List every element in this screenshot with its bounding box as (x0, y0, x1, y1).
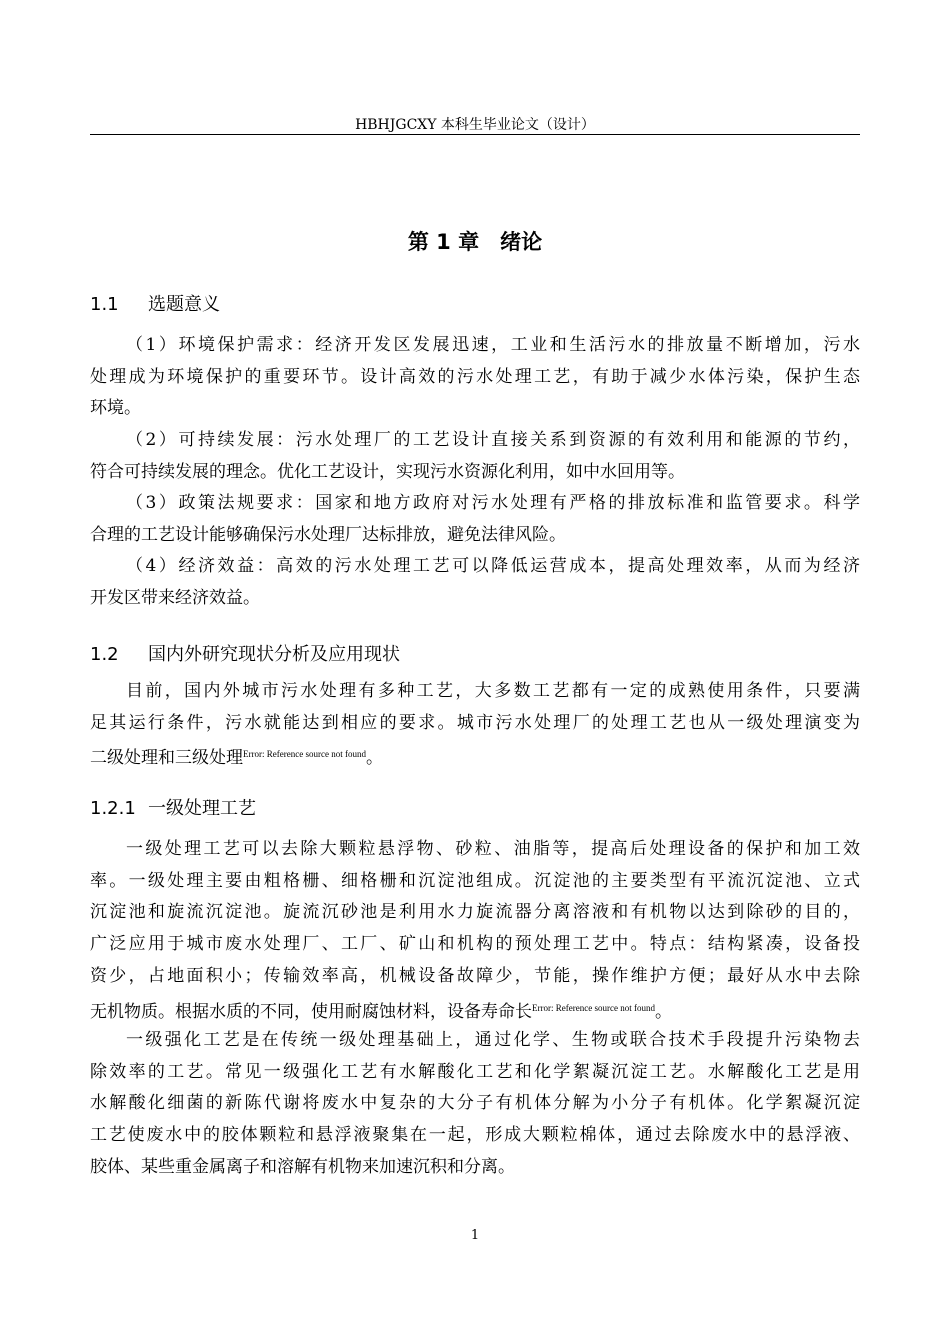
text-line: 广泛应用于城市废水处理厂、工厂、矿山和机构的预处理工艺中。特点：结构紧凑，设备投 (90, 934, 860, 955)
reference-error[interactable]: Error: Reference source not found (532, 1002, 655, 1013)
text-line: 足其运行条件，污水就能达到相应的要求。城市污水处理厂的处理工艺也从一级处理演变为 (90, 712, 860, 733)
text-line: 环境。 (90, 398, 141, 419)
paragraph-7 (90, 1025, 860, 1184)
text-line: 合理的工艺设计能够确保污水处理厂达标排放，避免法律风险。 (90, 524, 566, 545)
page-number: 1 (470, 1228, 480, 1243)
text-line: 处理成为环境保护的重要环节。设计高效的污水处理工艺，有助于减少水体污染，保护生态 (90, 366, 860, 387)
text-line: 开发区带来经济效益。 (90, 587, 260, 608)
text-line: （1）环境保护需求：经济开发区发展迅速，工业和生活污水的排放量不断增加，污水 (126, 335, 860, 355)
text-line: 工艺使废水中的胶体颗粒和悬浮液聚集在一起，形成大颗粒棉体，通过去除废水中的悬浮液、 (90, 1125, 860, 1146)
text-line: （3）政策法规要求：国家和地方政府对污水处理有严格的排放标准和监管要求。科学 (126, 493, 860, 513)
text-line: 目前，国内外城市污水处理有多种工艺，大多数工艺都有一定的成熟使用条件，只要满 (126, 681, 860, 701)
text-line: （4）经济效益：高效的污水处理工艺可以降低运营成本，提高处理效率，从而为经济 (126, 556, 860, 576)
period: 。 (654, 1001, 672, 1022)
text-line: 一级处理工艺可以去除大颗粒悬浮物、砂粒、油脂等，提高后处理设备的保护和加工效 (126, 839, 860, 859)
period: 。 (365, 748, 383, 769)
text-line: 符合可持续发展的理念。优化工艺设计，实现污水资源化利用，如中水回用等。 (90, 461, 685, 482)
text-line (90, 993, 860, 1029)
section-title: 国内外研究现状分析及应用现状 (148, 644, 400, 665)
paragraph-4 (90, 551, 860, 614)
text-line: 率。一级处理主要由粗格栅、细格栅和沉淀池组成。沉淀池的主要类型有平流沉淀池、立式 (90, 870, 860, 891)
paragraph-1 (90, 330, 860, 425)
text-line (90, 739, 860, 775)
text-line: 胶体、某些重金属离子和溶解有机物来加速沉积和分离。 (90, 1156, 515, 1177)
section-title: 一级处理工艺 (148, 798, 256, 819)
paragraph-6 (90, 834, 860, 1028)
text-line: 水解酸化细菌的新陈代谢将废水中复杂的大分子有机体分解为小分子有机体。化学絮凝沉淀 (90, 1093, 860, 1114)
text-line: （2）可持续发展：污水处理厂的工艺设计直接关系到资源的有效利用和能源的节约， (126, 430, 860, 450)
chapter-title: 第 1 章 绪论 (407, 230, 543, 254)
section-heading-1-1 (90, 290, 220, 316)
section-number: 1.1 (90, 294, 119, 315)
paragraph-2 (90, 425, 860, 488)
text-line: 资少，占地面积小；传输效率高，机械设备故障少，节能，操作维护方便；最好从水中去除 (90, 965, 860, 986)
section-title: 选题意义 (148, 294, 220, 315)
section-heading-1-2 (90, 640, 400, 666)
section-number: 1.2.1 (90, 798, 136, 819)
text-run: 二级处理和三级处理 (90, 748, 243, 769)
text-line: 除效率的工艺。常见一级强化工艺有水解酸化工艺和化学絮凝沉淀工艺。水解酸化工艺是用 (90, 1061, 860, 1082)
header-rule (90, 134, 860, 135)
text-line: 一级强化工艺是在传统一级处理基础上，通过化学、生物或联合技术手段提升污染物去 (126, 1030, 860, 1050)
running-header: HBHJGCXY 本科生毕业论文（设计） (355, 117, 595, 133)
reference-error[interactable]: Error: Reference source not found (243, 749, 366, 760)
paragraph-3 (90, 488, 860, 551)
section-heading-1-2-1 (90, 794, 256, 820)
section-number: 1.2 (90, 644, 119, 665)
text-run: 无机物质。根据水质的不同，使用耐腐蚀材料，设备寿命长 (90, 1001, 532, 1022)
paragraph-5 (90, 676, 860, 775)
text-line: 沉淀池和旋流沉淀池。旋流沉砂池是利用水力旋流器分离溶液和有机物以达到除砂的目的， (90, 902, 860, 923)
